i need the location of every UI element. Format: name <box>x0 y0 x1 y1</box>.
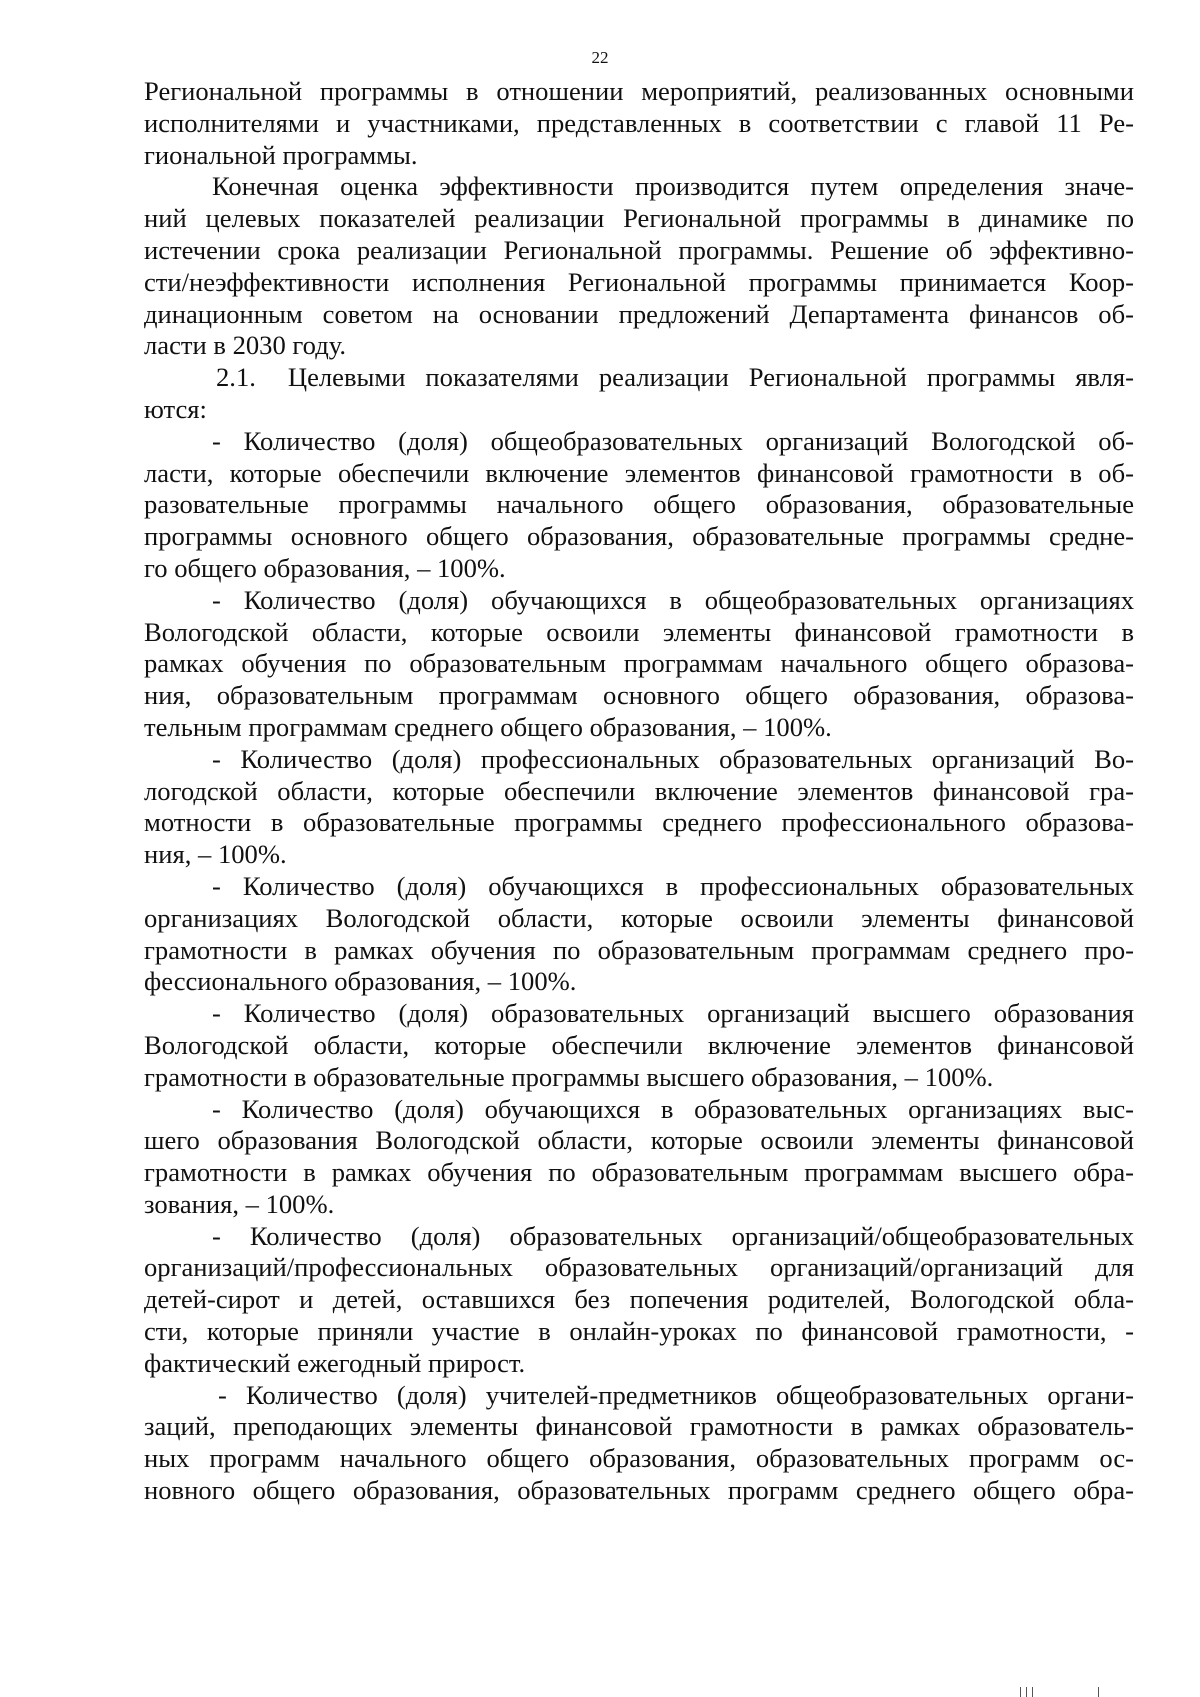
section-text: Целевыми показателями реализации Региональной программы явля- <box>287 362 1134 393</box>
section-number: 2.1. <box>216 362 256 393</box>
text-line: тельным программам среднего общего образования, – 100%. <box>144 711 832 742</box>
document-body <box>144 76 1134 1507</box>
text-line: - Количество (доля) образовательных организаций/общеобразовательных <box>212 1220 1134 1251</box>
text-line: Региональной программы в отношении мероприятий, реализованных основными <box>144 76 1134 106</box>
text-line <box>144 362 1134 394</box>
scan-artifact-marks <box>1020 1685 1120 1697</box>
text-line: мотности в образовательные программы среднего профессионального образова- <box>144 807 1134 838</box>
text-line: исполнителями и участниками, представленных в соответствии с главой 11 Ре- <box>144 107 1134 138</box>
text-line: ния, образовательным программам основного общего образования, образова- <box>144 680 1134 711</box>
text-line: ний целевых показателей реализации Региональной программы в динамике по <box>144 203 1134 234</box>
text-line: Вологодской области, которые обеспечили включение элементов финансовой <box>144 1029 1134 1060</box>
text-line: ния, – 100%. <box>144 839 287 870</box>
text-line: логодской области, которые обеспечили включение элементов финансовой гра- <box>144 775 1134 806</box>
text-line: грамотности в рамках обучения по образовательным программам среднего про- <box>144 934 1134 965</box>
text-line: ласти в 2030 году. <box>144 330 347 361</box>
text-line: динационным советом на основании предложений Департамента финансов об- <box>144 298 1134 329</box>
text-line: детей-сирот и детей, оставшихся без попечения родителей, Вологодской обла- <box>144 1284 1134 1315</box>
text-line: фессионального образования, – 100%. <box>144 966 577 997</box>
text-line: программы основного общего образования, образовательные программы средне- <box>144 521 1134 552</box>
text-line: ных программ начального общего образования, образовательных программ ос- <box>144 1443 1134 1474</box>
text-line: гиональной программы. <box>144 139 418 170</box>
text-line: фактический ежегодный прирост. <box>144 1347 526 1378</box>
text-line: истечении срока реализации Региональной программы. Решение об эффективно- <box>144 234 1134 265</box>
text-line: организаций/профессиональных образовательных организаций/организаций для <box>144 1252 1134 1283</box>
text-line: заций, преподающих элементы финансовой грамотности в рамках образователь- <box>144 1411 1134 1442</box>
text-line: - Количество (доля) обучающихся в профессиональных образовательных <box>212 870 1134 901</box>
text-line: шего образования Вологодской области, которые освоили элементы финансовой <box>144 1125 1134 1156</box>
text-line: Конечная оценка эффективности производится путем определения значе- <box>212 171 1134 202</box>
text-line: - Количество (доля) профессиональных образовательных организаций Во- <box>212 743 1134 774</box>
text-line: грамотности в образовательные программы высшего образования, – 100%. <box>144 1061 994 1092</box>
text-line: новного общего образования, образовательных программ среднего общего обра- <box>144 1475 1134 1506</box>
text-line: разовательные программы начального общего образования, образовательные <box>144 489 1134 520</box>
text-line: грамотности в рамках обучения по образовательным программам высшего обра- <box>144 1157 1134 1188</box>
text-line: зования, – 100%. <box>144 1188 335 1219</box>
text-line: - Количество (доля) обучающихся в общеобразовательных организациях <box>212 584 1134 615</box>
text-line: сти, которые приняли участие в онлайн-уроках по финансовой грамотности, - <box>144 1316 1134 1347</box>
text-line: - Количество (доля) образовательных организаций высшего образования <box>212 998 1134 1029</box>
text-line: - Количество (доля) общеобразовательных организаций Вологодской об- <box>212 425 1134 456</box>
text-line: - Количество (доля) учителей-предметников общеобразовательных органи- <box>218 1379 1134 1410</box>
text-line: Вологодской области, которые освоили элементы финансовой грамотности в <box>144 616 1134 647</box>
page-number: 22 <box>591 48 609 67</box>
text-line: го общего образования, – 100%. <box>144 552 506 583</box>
text-line: рамках обучения по образовательным программам начального общего образова- <box>144 648 1134 679</box>
text-line: ласти, которые обеспечили включение элементов финансовой грамотности в об- <box>144 457 1134 488</box>
text-line: ются: <box>144 393 207 424</box>
text-line: организациях Вологодской области, которые освоили элементы финансовой <box>144 902 1134 933</box>
text-line: сти/неэффективности исполнения Региональной программы принимается Коор- <box>144 266 1134 297</box>
text-line: - Количество (доля) обучающихся в образовательных организациях выс- <box>212 1093 1134 1124</box>
